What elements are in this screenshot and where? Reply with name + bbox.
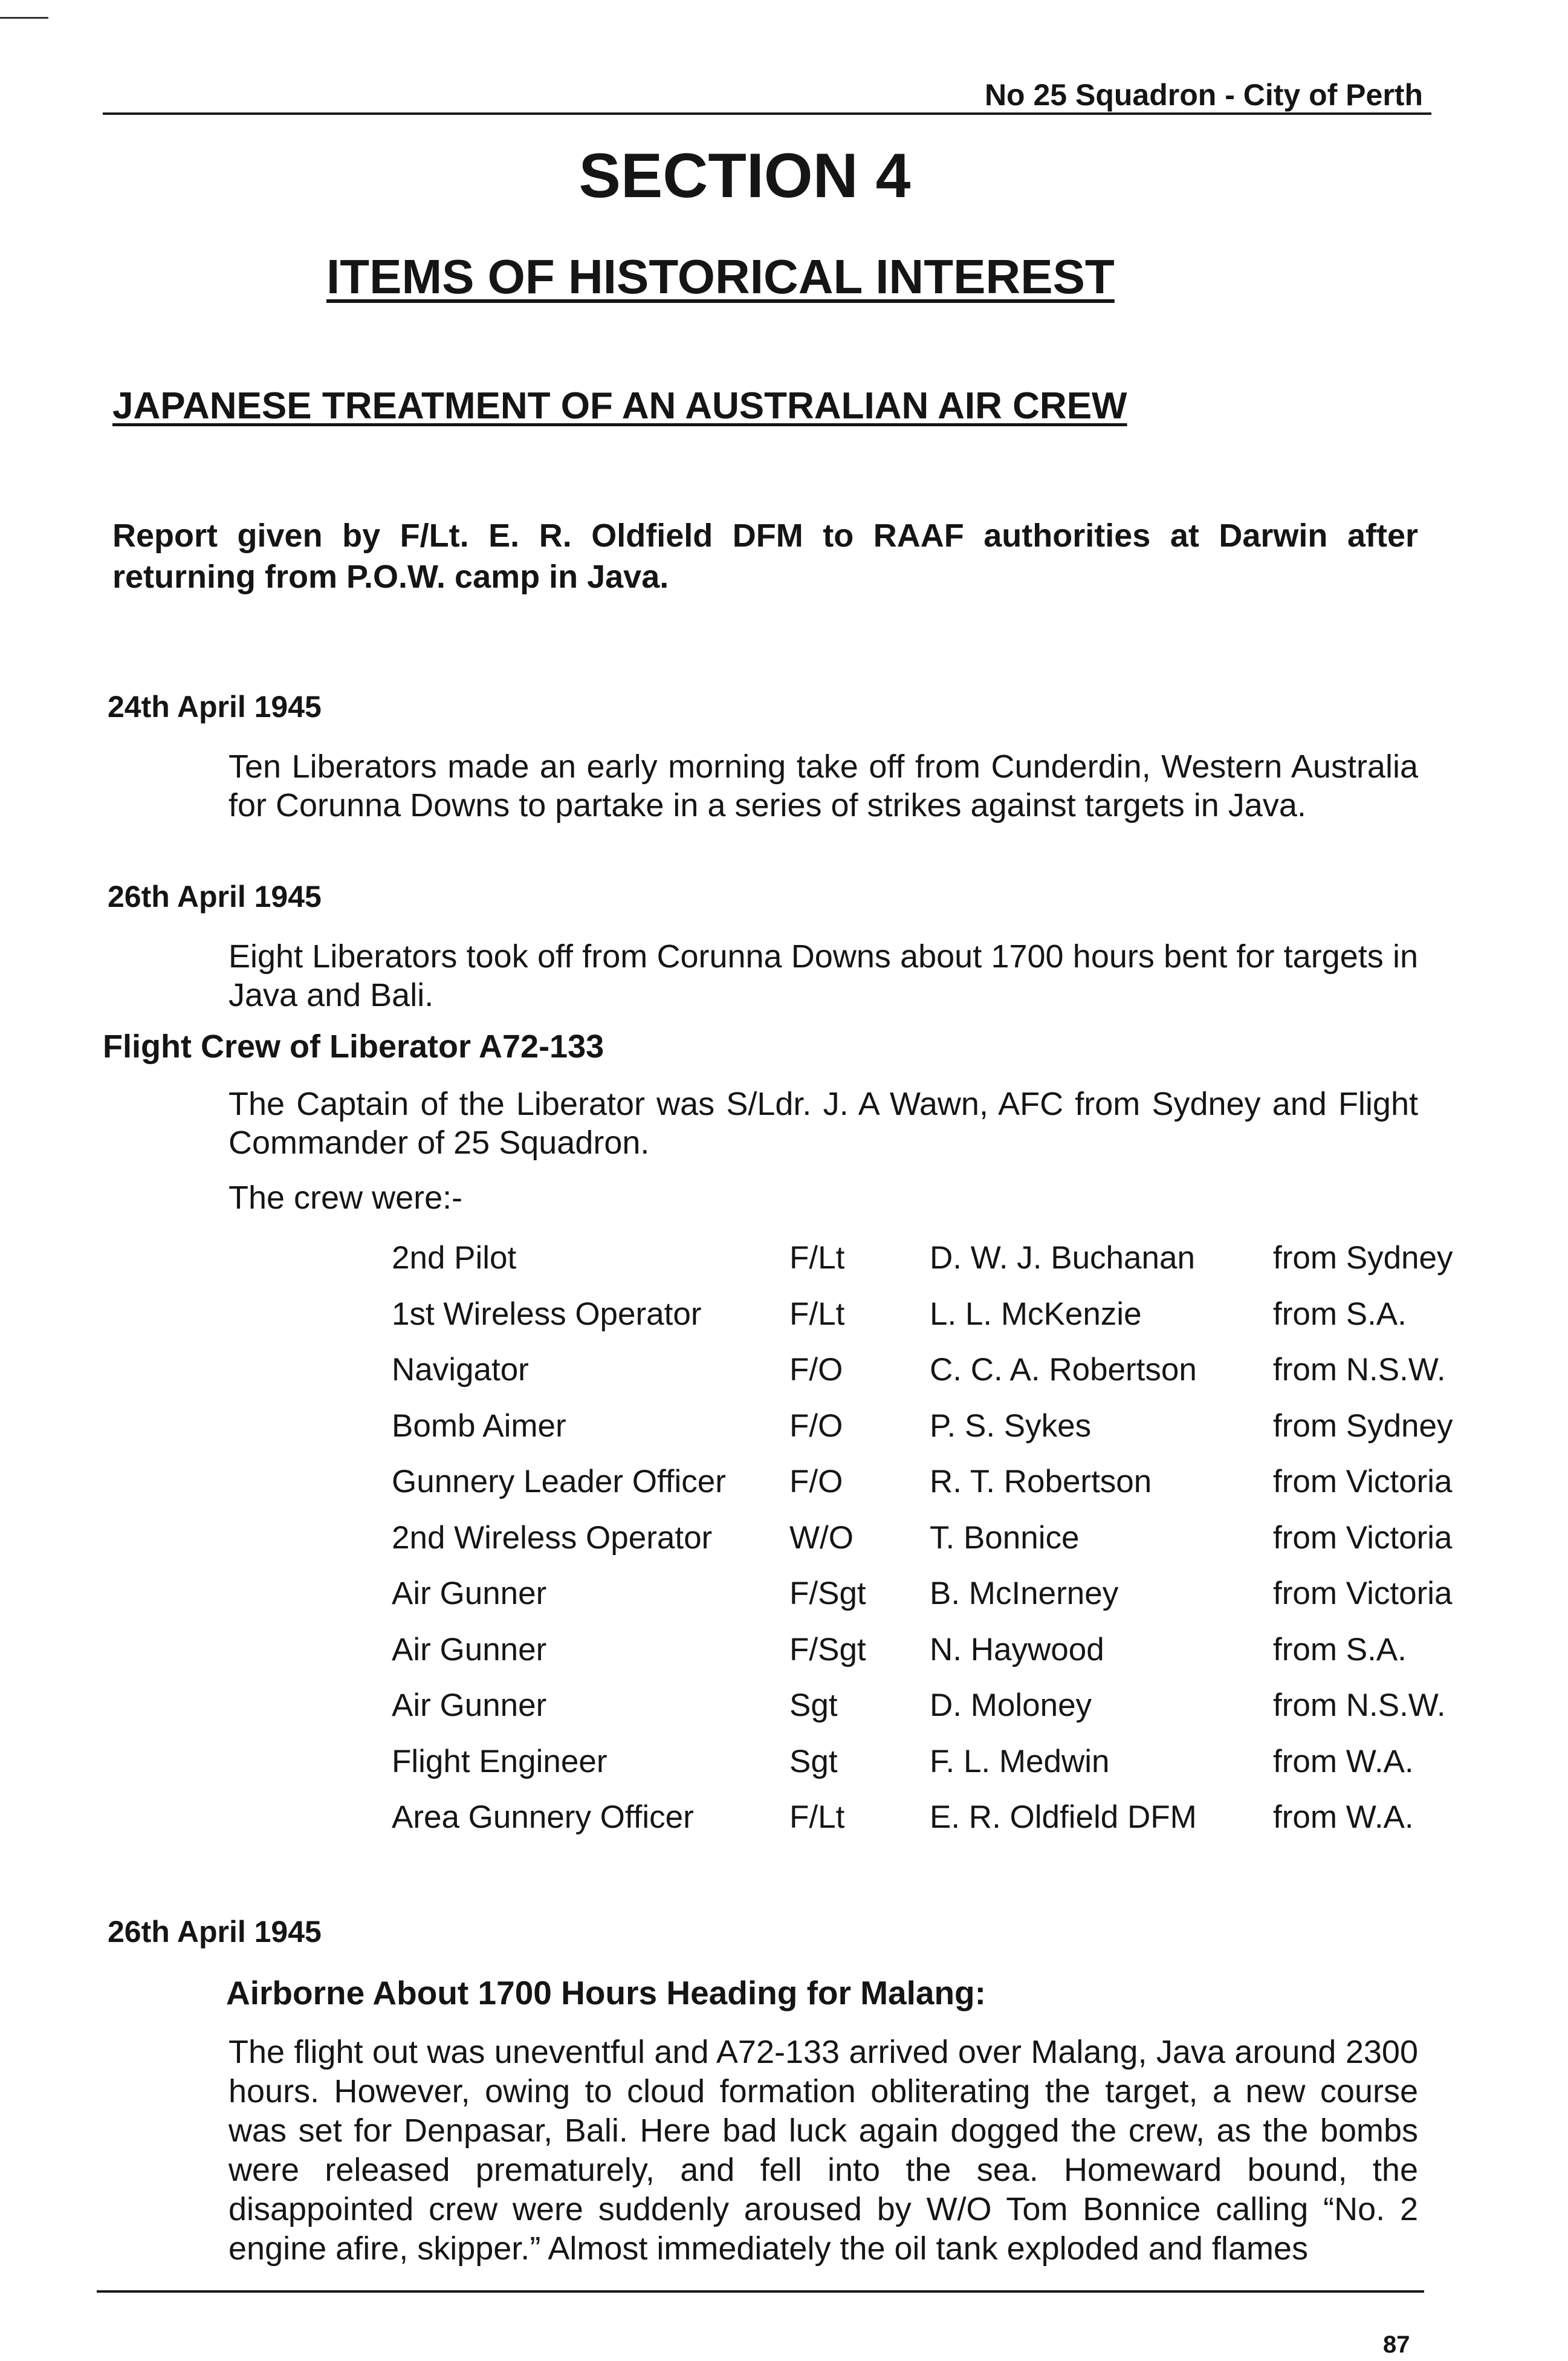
crew-name-cell: F. L. Medwin [930,1743,1110,1779]
crew-role-cell: Navigator [392,1352,529,1388]
scan-mark [0,17,48,19]
crew-from-cell: from N.S.W. [1273,1352,1446,1388]
crew-role-cell: 1st Wireless Operator [392,1296,702,1332]
crew-heading: Flight Crew of Liberator A72-133 [103,1028,604,1065]
crew-name-cell: B. McInerney [930,1576,1119,1611]
crew-name-cell: R. T. Robertson [930,1464,1152,1499]
crew-role-cell: Area Gunnery Officer [392,1799,694,1835]
running-header: No 25 Squadron - City of Perth [984,78,1423,112]
crew-rank-cell: F/Sgt [789,1631,866,1668]
crew-from-cell: from Victoria [1273,1576,1453,1611]
paragraph-2: Eight Liberators took off from Corunna Downs about 1700 hours bent for targets in Java and Bali. [228,938,1418,1013]
airborne-heading: Airborne About 1700 Hours Heading for Malang: [226,1974,986,2012]
crew-role-cell: Gunnery Leader Officer [392,1464,726,1499]
crew-name-cell: C. C. A. Robertson [930,1352,1197,1388]
crew-role-cell: Air Gunner [392,1631,547,1668]
footer-rule [97,2290,1424,2293]
crew-row [392,1463,1472,1519]
crew-table-body [392,1239,1472,1855]
crew-from-cell: from Victoria [1273,1464,1453,1499]
main-heading: ITEMS OF HISTORICAL INTEREST [326,250,1115,304]
crew-row [392,1296,1472,1352]
date-heading-1: 24th April 1945 [108,690,322,724]
crew-name-cell: E. R. Oldfield DFM [930,1799,1197,1835]
crew-rank-cell: F/O [789,1408,843,1444]
crew-name-cell: N. Haywood [930,1631,1104,1668]
crew-row [392,1351,1472,1408]
crew-role-cell: 2nd Wireless Operator [392,1519,713,1556]
crew-row [392,1239,1472,1296]
crew-from-cell: from W.A. [1273,1799,1414,1835]
report-intro: Report given by F/Lt. E. R. Oldfield DFM to RAAF authorities at Darwin after returning from P.O.W. camp in Java. [112,518,1418,595]
crew-table [392,1239,1472,1855]
crew-from-cell: from W.A. [1273,1743,1414,1779]
section-title: SECTION 4 [578,141,911,211]
crew-rank-cell: Sgt [789,1687,838,1723]
crew-name-cell: D. W. J. Buchanan [930,1240,1195,1276]
crew-rank-cell: Sgt [789,1743,838,1779]
crew-row [392,1408,1472,1464]
captain-paragraph: The Captain of the Liberator was S/Ldr. J. A Wawn, AFC from Sydney and Flight Commander of 25 Squadron. [228,1086,1418,1161]
paragraph-1: Ten Liberators made an early morning take off from Cunderdin, Western Australia for Corunna Downs to partake in a series of strikes against targets in Java. [228,749,1418,823]
crew-from-cell: from N.S.W. [1273,1687,1446,1723]
crew-row [392,1799,1472,1855]
page-number: 87 [1383,2331,1410,2358]
crew-rank-cell: F/O [789,1352,843,1388]
crew-rank-cell: F/Lt [789,1240,845,1276]
crew-from-cell: from Sydney [1273,1240,1453,1276]
date-heading-3: 26th April 1945 [108,1915,322,1949]
crew-name-cell: L. L. McKenzie [930,1296,1142,1332]
crew-rank-cell: F/Lt [789,1799,845,1835]
crew-role-cell: 2nd Pilot [392,1240,517,1276]
crew-from-cell: from Sydney [1273,1408,1453,1444]
crew-role-cell: Air Gunner [392,1576,547,1611]
crew-row [392,1575,1472,1631]
crew-from-cell: from Victoria [1273,1519,1453,1556]
crew-role-cell: Flight Engineer [392,1743,607,1779]
crew-rank-cell: W/O [789,1519,854,1556]
crew-intro: The crew were:- [228,1180,463,1216]
crew-name-cell: T. Bonnice [930,1519,1080,1556]
crew-name-cell: D. Moloney [930,1687,1092,1723]
crew-role-cell: Bomb Aimer [392,1408,566,1444]
crew-rank-cell: F/Lt [789,1296,845,1332]
sub-heading: JAPANESE TREATMENT OF AN AUSTRALIAN AIR CREW [112,385,1127,427]
header-rule [103,112,1431,115]
crew-from-cell: from S.A. [1273,1631,1407,1668]
flight-paragraph: The flight out was uneventful and A72-133 arrived over Malang, Java around 2300 hours. However, owing to cloud formation obliterating the target, a new course was set for Denpasar, Bali. Here bad luck again dogged the crew, as the bombs were released prematurely, and fell into the sea. Homeward bound, the disappointed crew were suddenly aroused by W/O Tom Bonnice calling “No. 2 engine afire, skipper.” Almost immediately the oil tank exploded and flames [228,2034,1418,2267]
crew-name-cell: P. S. Sykes [930,1408,1092,1444]
crew-row [392,1687,1472,1743]
crew-rank-cell: F/Sgt [789,1576,866,1611]
crew-row [392,1631,1472,1687]
crew-rank-cell: F/O [789,1464,843,1499]
crew-row [392,1519,1472,1576]
crew-row [392,1743,1472,1799]
crew-from-cell: from S.A. [1273,1296,1407,1332]
crew-role-cell: Air Gunner [392,1687,547,1723]
date-heading-2: 26th April 1945 [108,880,322,914]
